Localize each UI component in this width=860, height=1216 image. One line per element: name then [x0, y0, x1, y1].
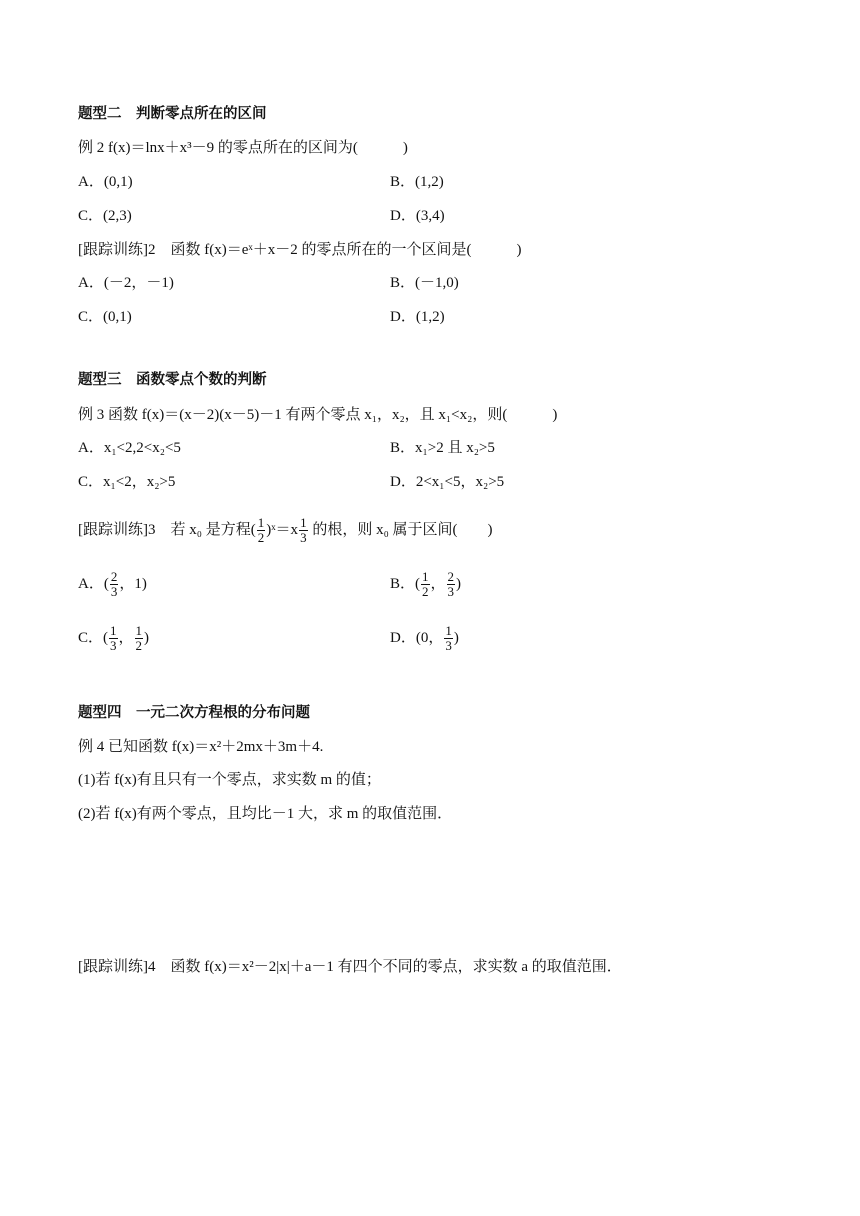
example-4: 例 4 已知函数 f(x)＝x²＋2mx＋3m＋4.	[78, 739, 324, 755]
option-a: A．(－2，－1)	[78, 275, 174, 291]
option-c: C．( $\frac{1}{3}$ ， $\frac{1}{2}$ )	[78, 623, 150, 654]
fraction: $\frac{2}{3}$	[110, 569, 118, 600]
training-3-suffix: 的根，则 x₀ 属于区间( )	[308, 522, 493, 538]
option-d: D．(3,4)	[390, 208, 445, 224]
fraction: $\frac{1}{2}$	[135, 623, 143, 654]
training-3-prefix: [跟踪训练]3 若 x₀ 是方程(	[78, 522, 256, 538]
section-heading-2: 题型二 判断零点所在的区间	[78, 106, 267, 122]
training-4: [跟踪训练]4 函数 f(x)＝x²－2|x|＋a－1 有四个不同的零点，求实数 a 的取值范围．	[78, 959, 622, 975]
option-b: B．x₁>2 且 x₂>5	[390, 440, 495, 456]
option-b: B．(1,2)	[390, 174, 444, 190]
fraction: $\frac{1}{2}$	[257, 515, 265, 546]
fraction: $\frac{1}{3}$	[445, 623, 452, 654]
section-heading-3: 题型三 函数零点个数的判断	[78, 372, 267, 388]
section-heading-4: 题型四 一元二次方程根的分布问题	[78, 705, 310, 721]
fraction: $\frac{2}{3}$	[447, 569, 455, 600]
example-3: 例 3 函数 f(x)＝(x－2)(x－5)－1 有两个零点 x₁，x₂，且 x₁<x₂，则( )	[78, 407, 558, 423]
option-d: D．(1,2)	[390, 309, 445, 325]
fraction: $\frac{1}{3}$	[110, 623, 117, 654]
option-d: D．2<x₁<5，x₂>5	[390, 474, 505, 490]
fraction: $\frac{1}{2}$	[422, 569, 429, 600]
question-2: (2)若 f(x)有两个零点，且均比－1 大，求 m 的取值范围．	[78, 806, 453, 822]
training-3-mid: )ˣ＝x	[266, 522, 299, 538]
option-c: C．(2,3)	[78, 208, 132, 224]
option-c: C．x₁<2，x₂>5	[78, 474, 176, 490]
option-b: B．( $\frac{1}{2}$ ， $\frac{2}{3}$ )	[390, 569, 462, 600]
option-a: A．( $\frac{2}{3}$ ，1)	[78, 569, 147, 600]
training-2: [跟踪训练]2 函数 f(x)＝eˣ＋x－2 的零点所在的一个区间是( )	[78, 242, 522, 258]
option-c: C．(0,1)	[78, 309, 132, 325]
option-d: D．(0， $\frac{1}{3}$ )	[390, 623, 459, 654]
option-a: A．(0,1)	[78, 174, 133, 190]
example-2: 例 2 f(x)＝lnx＋x³－9 的零点所在的区间为( )	[78, 140, 408, 156]
fraction: $\frac{1}{3}$	[300, 515, 307, 546]
question-1: (1)若 f(x)有且只有一个零点，求实数 m 的值；	[78, 772, 381, 788]
training-3	[78, 514, 493, 546]
option-b: B．(－1,0)	[390, 275, 459, 291]
option-a: A．x₁<2,2<x₂<5	[78, 440, 181, 456]
